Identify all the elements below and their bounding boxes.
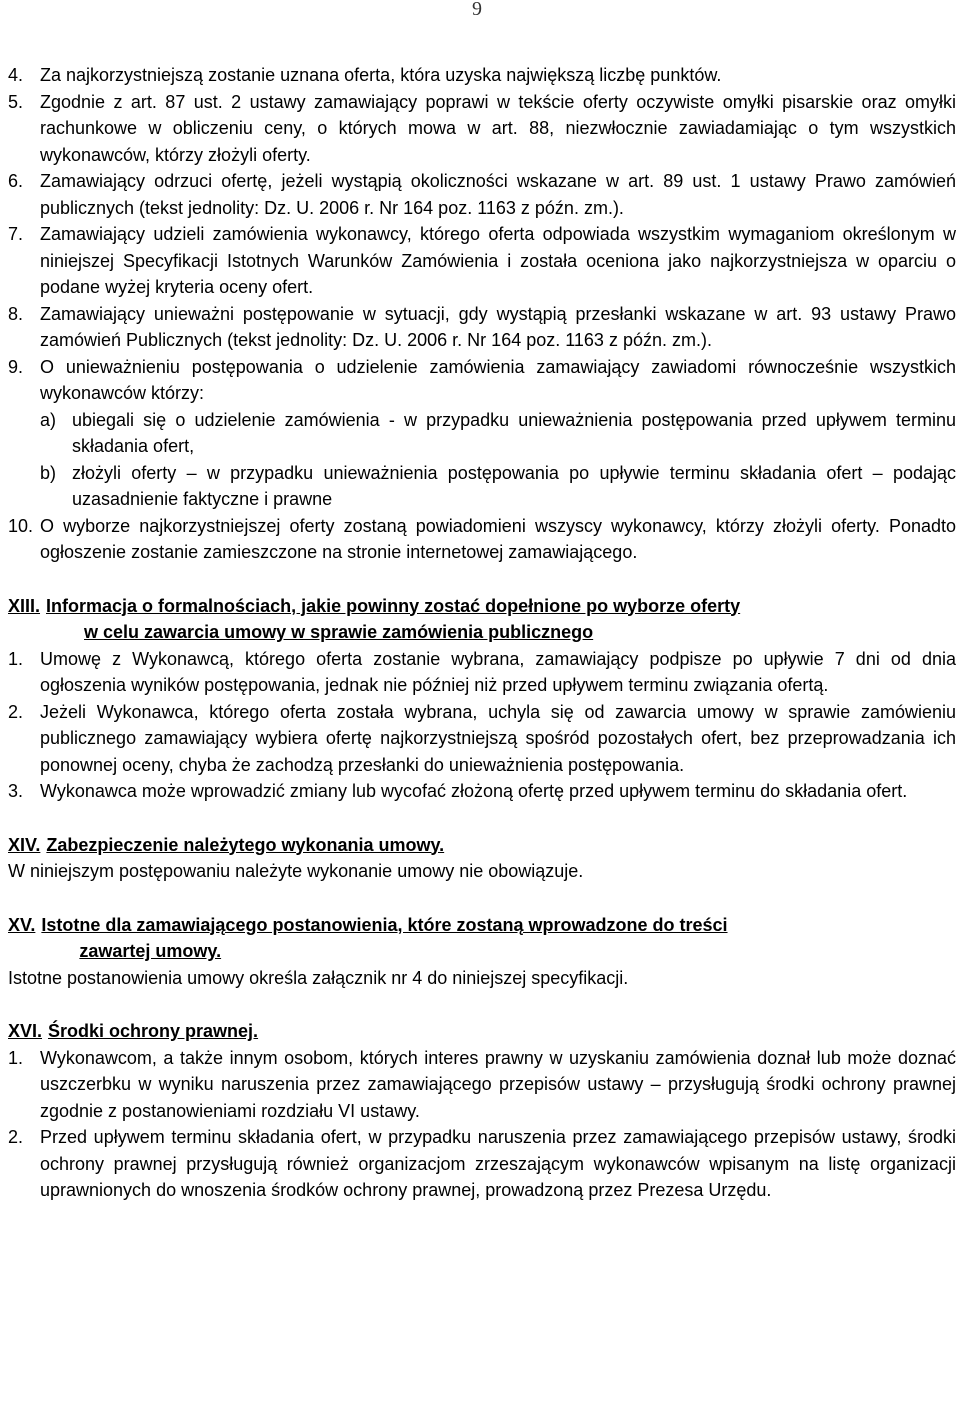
section-title-line2: zawartej umowy.	[79, 941, 222, 961]
list-item-6	[8, 168, 956, 221]
item-text: Jeżeli Wykonawca, którego oferta została wybrana, uchyla się od zawarcia umowy w sprawie zamówieniu publicznego zamawiający wybiera ofertę najkorzystniejszą spośród pozostałych ofert, bez przeprowadzania ich ponownej oceny, chyba że zachodzą przesłanki do unieważnienia postępowania.	[40, 701, 956, 775]
section-title	[41, 912, 956, 965]
item-number: 2.	[8, 1127, 24, 1147]
item-text: Wykonawcom, a także innym osobom, których interes prawny w uzyskaniu zamówienia doznał lub może doznać uszczerbku w wyniku naruszenia przez zamawiającego przepisów ustawy – przysługują środki ochrony prawnej zgodnie z postanowieniami rozdziału VI ustawy.	[40, 1047, 956, 1121]
item-text: O unieważnieniu postępowania o udzielenie zamówienia zamawiający zawiadomi równocześnie wszystkich wykonawców którzy:	[40, 356, 956, 403]
section16-item-1	[8, 1045, 956, 1125]
item-number: 5.	[8, 91, 24, 112]
list-item-9	[8, 354, 956, 407]
document-body	[8, 62, 956, 1204]
item-text: Umowę z Wykonawcą, którego oferta zostanie wybrana, zamawiający podpisze po upływie 7 dni od dnia ogłoszenia wyników postępowania, jednak nie później niż przed upływem terminu związania ofertą.	[40, 648, 956, 695]
section-title	[46, 593, 956, 646]
section-heading-xiii	[8, 593, 956, 646]
list-item-7	[8, 221, 956, 301]
sub-item-a	[8, 407, 956, 460]
section13-item-2	[8, 699, 956, 779]
section-title: Środki ochrony prawnej.	[48, 1021, 259, 1041]
item-number: 3.	[8, 781, 24, 801]
section-title: Zabezpieczenie należytego wykonania umowy.	[46, 834, 445, 855]
item-text: Przed upływem terminu składania ofert, w przypadku naruszenia przez zamawiającego przepisów ustawy, środki ochrony prawnej przysługują również organizacjom zrzeszającym wykonawców wpisanym na listę organizacji uprawnionych do wnoszenia środków ochrony prawnej, prowadzoną przez Prezesa Urzędu.	[40, 1127, 956, 1200]
item-text: Zamawiający odrzuci ofertę, jeżeli wystąpią okoliczności wskazane w art. 89 ust. 1 ustawy Prawo zamówień publicznych (tekst jednolity: Dz. U. 2006 r. Nr 164 poz. 1163 z późn. zm.).	[40, 171, 956, 218]
section13-item-1	[8, 646, 956, 699]
sub-item-letter: a)	[40, 409, 57, 430]
section-number: XIII.	[8, 595, 41, 616]
item-text: Za najkorzystniejszą zostanie uznana oferta, która uzyska największą liczbę punktów.	[40, 65, 722, 85]
item-text: Zamawiający unieważni postępowanie w sytuacji, gdy wystąpią przesłanki wskazane w art. 93 ustawy Prawo zamówień Publicznych (tekst jednolity: Dz. U. 2006 r. Nr 164 poz. 1163 z późn. zm.).	[40, 303, 956, 350]
item-number: 4.	[8, 65, 24, 85]
item-text: Wykonawca może wprowadzić zmiany lub wycofać złożoną ofertę przed upływem terminu do składania ofert.	[40, 781, 908, 801]
item-number: 10.	[8, 515, 34, 536]
item-text: O wyborze najkorzystniejszej oferty zostaną powiadomieni wszyscy wykonawcy, którzy złożyli oferty. Ponadto ogłoszenie zostanie zamieszczone na stronie internetowej zamawiającego.	[40, 515, 956, 562]
list-item-5	[8, 89, 956, 169]
section-title-line1: Informacja o formalnościach, jakie powinny zostać dopełnione po wyborze oferty	[46, 595, 741, 616]
section-heading-xv	[8, 912, 956, 965]
item-text: Zgodnie z art. 87 ust. 2 ustawy zamawiający poprawi w tekście oferty oczywiste omyłki pisarskie oraz omyłki rachunkowe w obliczeniu ceny, o których mowa w art. 88, niezwłocznie zawiadamiając o tym wszystkich wykonawców, którzy złożyli oferty.	[40, 91, 956, 165]
item-number: 9.	[8, 356, 24, 377]
item-number: 2.	[8, 701, 24, 722]
section15-body: Istotne postanowienia umowy określa załącznik nr 4 do niniejszej specyfikacji.	[8, 967, 629, 988]
section-title-line2: w celu zawarcia umowy w sprawie zamówienia publicznego	[84, 622, 594, 642]
item-number: 1.	[8, 1047, 24, 1068]
item-text: Zamawiający udzieli zamówienia wykonawcy, którego oferta odpowiada wszystkim wymaganiom określonym w niniejszej Specyfikacji Istotnych Warunków Zamówienia i została oceniona jako najkorzystniejsza w oparciu o podane wyżej kryteria oceny ofert.	[40, 224, 956, 297]
section-title-line1: Istotne dla zamawiającego postanowienia, które zostaną wprowadzone do treści	[41, 914, 728, 935]
list-item-8	[8, 301, 956, 354]
item-number: 6.	[8, 171, 24, 191]
sub-item-text: złożyli oferty – w przypadku unieważnienia postępowania po upływie terminu składania ofert – podając uzasadnienie faktyczne i prawne	[72, 462, 956, 509]
page-number: 9	[472, 0, 482, 20]
item-number: 7.	[8, 224, 24, 244]
sub-item-letter: b)	[40, 462, 57, 483]
list-item-10	[8, 513, 956, 566]
sub-item-text: ubiegali się o udzielenie zamówienia - w przypadku unieważnienia postępowania przed upływem terminu składania ofert,	[72, 409, 956, 456]
section-heading-xiv	[8, 832, 956, 859]
list-item-4	[8, 62, 956, 89]
section13-item-3	[8, 778, 956, 805]
section-number: XVI.	[8, 1021, 43, 1041]
section-number: XV.	[8, 914, 36, 935]
section16-item-2	[8, 1124, 956, 1204]
section14-body: W niniejszym postępowaniu należyte wykonanie umowy nie obowiązuje.	[8, 861, 584, 881]
item-number: 8.	[8, 303, 24, 324]
item-number: 1.	[8, 648, 24, 669]
section-number: XIV.	[8, 834, 41, 855]
section-heading-xvi	[8, 1018, 956, 1045]
sub-item-b	[8, 460, 956, 513]
